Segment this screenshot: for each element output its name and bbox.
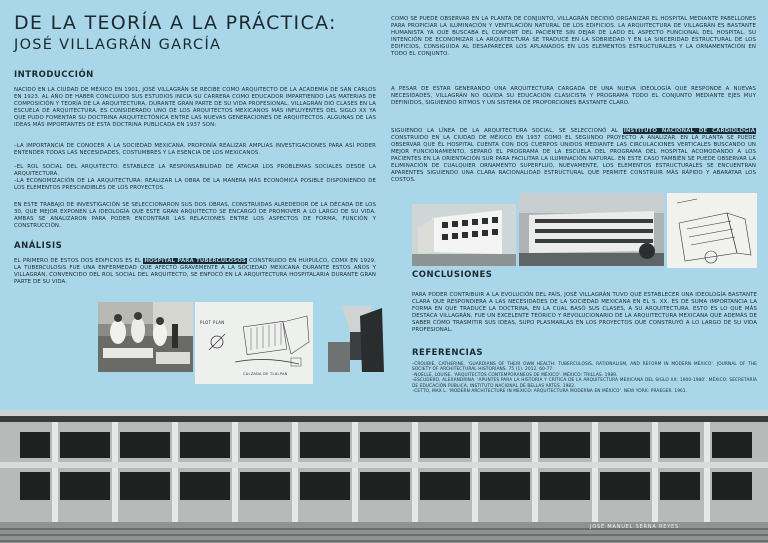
reference-item: –CETTO, MAX L. 'MODERN ARCHITECTURE IN MEXICO: ARQUITECTURA MODERNA EN MÉXICO'. NEW YORK: PRAEGER. 1961.	[412, 389, 688, 395]
analisis-paragraph	[14, 258, 376, 286]
analisis-heading: ANÁLISIS	[14, 241, 63, 251]
right-paragraph-2: A PESAR DE ESTAR GENERANDO UNA ARQUITECTURA CARGADA DE UNA NUEVA IDEOLOGÍA QUE RESPONDE A NUEVAS NECESIDADES, VILLAGRÁN NO OLVIDA SU EDUCACIÓN CLASICISTA Y PROGRAMA TODO EL CONJUNTO MEDIANTE EJES MUY DEFINIDOS, SIGUIENDO RITMOS Y UN SISTEMA DE PROPORCIONES BASTANTE CLARO.	[391, 86, 756, 106]
right-p3-post: CONSTRUIDO EN LA CIUDAD DE MÉXICO EN 1937 COMO EL SEGUNDO PROYECTO A ANALIZAR. EN LA PLANTA SE PUEDE OBSERVAR QUE ÉL HOSPITAL CUENTA CON DOS CUERPOS UNIDOS MEDIANTE LAS CIRCULACIONES VERTICALES BUSCANDO UN MEJOR FUNCIONAMIENTO, SEPARÓ EL PROGRAMA DE LA ESCUELA DEL PROGRAMA DEL HOSPITAL ACOMODANDO A LOS PACIENTES EN LA ORIENTACIÓN SUR PARA FACILITAR LA ILUMINACIÓN NATURAL. EN ESTE CASO TAMBIÉN SE PUEDE OBSERVAR LA ELIMINACIÓN DE CUALQUIER ORNAMENTO SUPERFLUO, NUEVAMENTE, LOS ELEMENTOS ESTRUCTURALES SE ENCUENTRAN APARENTES SIGUIENDO UNA CLARA RACIONALIDAD ESTRUCTURAL QUE PERMITE CONSTRUIR MÁS RÁPIDO Y ABARATAR LOS COSTOS.	[391, 135, 756, 183]
analisis-text-post: CONSTRUIDO EN HUIPULCO, CDMX EN 1929. LA TUBERCULOSIS FUE UNA ENFERMEDAD QUE AFECTÓ GRAVEMENTE A LA SOCIEDAD MEXICANA DURANTE ESTOS AÑOS Y VILLAGRÁN, CONVENCIDO DEL ROL SOCIAL DEL ARQUITECTO, SE ENFOCÓ EN LA ARQUITECTURA HOSPITALARIA DURANTE GRAN PARTE DE SU VIDA.	[14, 258, 376, 285]
reference-item: –ESCUDERO, ALEXANDRINA. 'APUNTES PARA LA HISTORIA Y CRÍTICA DE LA ARQUITECTURA MEXICANA DEL SIGLO XX: 1900-1980'. MÉXICO: SECRETARÍA DE EDUCACIÓN PÚBLICA, INSTITUTO NACIONAL DE BELLAS ARTES. 1982.	[412, 378, 757, 389]
cardiologia-photo-1	[412, 204, 516, 266]
hospital-facade-photo	[0, 410, 768, 543]
intro-heading: INTRODUCCIÓN	[14, 70, 94, 80]
cardiologia-sketch	[667, 193, 757, 268]
hospital-highlight: HOSPITAL PARA TUBERCULOSOS	[144, 258, 246, 264]
conclusiones-paragraph: PARA PODER CONTRIBUIR A LA EVOLUCIÓN DEL PAÍS, JOSÉ VILLAGRÁN TUVO QUE ESTABLECER UNA IDEOLOGÍA BASTANTE CLARA QUE RESPONDIERA A LAS NECESIDADES DE LA SOCIEDAD MEXICANA EN EL S. XX. ES DE SUMA IMPORTANCIA LA FORMA EN QUE TRADUCE LA DOCTRINA, EN LA CUAL BASÓ SUS CLASES, A SU ARQUITECTURA. ESTO ES LO QUE MÁS DESTACA VILLAGRÁN, FUE UN EXCELENTE TEÓRICO Y REVOLUCIONARIO DE LA ARQUITECTURA MEXICANA QUE ADEMÁS DE SABER CÓMO TRASMITIR SUS IDEAS, SUPO PLASMARLAS EN LOS PROYECTOS QUE CONSTRUYÓ A LO LARGO DE SU VIDA PROFESIONAL.	[412, 292, 757, 333]
pavilion-photo	[322, 302, 384, 372]
conclusiones-heading: CONCLUSIONES	[412, 270, 493, 280]
intro-paragraph-2: –LA IMPORTANCIA DE CONOCER A LA SOCIEDAD MEXICANA. PROPONÍA REALIZAR AMPLIAS INVESTIGACIONES PARA ASÍ PODER ENTENDER TODAS LAS NECESIDADES, COSTUMBRES Y LA ESENCIA DE LOS MEXICANOS.	[14, 143, 376, 156]
cardiologia-photo-2	[519, 193, 664, 266]
cardiologia-highlight: INSTITUTO NACIONAL DE CARDIOLOGÍA	[623, 128, 755, 134]
intro-paragraph-1: NACIDO EN LA CIUDAD DE MÉXICO EN 1901, JOSÉ VILLAGRÁN SE RECIBE COMO ARQUITECTO DE LA ACADEMIA DE SAN CARLOS EN 1923. AL AÑO DE HABER CONCLUIDO SUS ESTUDIOS INICIA SU CARRERA COMO EDUCADOR IMPARTIENDO LAS MATERIAS DE COMPOSICIÓN Y TEORÍA DE LA ARQUITECTURA, DURANTE GRAN PARTE DE SU VIDA PROFESIONAL. VILLAGRÁN DIÓ CLASES EN LA ESCUELA DE ARQUITECTURA. ES CONSIDERADO UNO DE LOS ARQUITECTOS MEXICANOS MÁS INFLUYENTES DEL SIGLO XX YA QUE PUDO FOMENTAR SU DOCTRINA ARQUITECTÓNICA ENTRE LAS NUEVAS GENERACIONES DE ARQUITECTOS. ALGUNAS DE LAS IDEAS MÁS IMPORTANTES DE ESTA DOCTRINA PUBLICADA EN 1937 SON:	[14, 87, 376, 128]
intro-paragraph-4: –LA ECONOMIZACIÓN DE LA ARQUITECTURA: REALIZAR LA OBRA DE LA MANERA MÁS ECONÓMICA POSIBLE DISPONIENDO DE LOS ELEMENTOS PRESCINDIBLES DE LOS PROYECTOS.	[14, 178, 376, 191]
referencias-heading: REFERENCIAS	[412, 348, 484, 358]
analisis-text-pre: EL PRIMERO DE ESTOS DOS EDIFICIOS ES EL	[14, 258, 142, 264]
intro-paragraph-5: EN ESTE TRABAJO DE INVESTIGACIÓN SE SELECCIONARON SUS DOS OBRAS, CONSTRUIDAS ALREDEDOR DE LA DÉCADA DE LOS 30, QUE MEJOR EXPONEN LA IDEOLOGÍA QUE ESTE GRAN ARQUITECTO SE ENCARGÓ DE PROMOVER A LO LARGO DE SU VIDA. AMBAS SE ANALIZARON PARA PODER ENCONTRAR LAS RELACIONES ENTRE LOS ASPECTOS DE FORMA, FUNCIÓN Y CONSTRUCCIÓN.	[14, 202, 376, 229]
plot-plan-label: PLOT PLAN	[200, 320, 225, 325]
poster-subtitle: JOSÉ VILLAGRÁN GARCÍA	[14, 37, 222, 53]
patients-photo	[98, 302, 193, 372]
road-label: CALZADA DE TLALPAN	[243, 372, 288, 376]
reference-item: –CROUBIE, CATHERINE. 'GUARDIANS OF THEIR OWN HEALTH: TUBERCULOSIS, RATIONALISM, AND REFORM IN MODERN MÉXICO'. JOURNAL OF THE SOCIETY OF ARCHITECTURAL HISTORIANS. 75 (1). 2012. 60-77.	[412, 362, 757, 373]
intro-paragraph-3: –EL ROL SOCIAL DEL ARQUITECTO: ESTABLECE LA RESPONSABILIDAD DE ATACAR LOS PROBLEMAS SOCIALES DESDE LA ARQUITECTURA.	[14, 164, 376, 177]
right-paragraph-3	[391, 128, 756, 184]
author-credit: JOSÉ MANUEL SERNA REYES	[590, 524, 679, 530]
poster-title: DE LA TEORÍA A LA PRÁCTICA:	[14, 12, 337, 34]
reference-item: –NOELLE, LOUISE. 'ARQUITECTOS CONTEMPORÁNEOS DE MÉXICO'. MÉXICO: TRILLAS. 1989.	[412, 372, 618, 378]
right-paragraph-1: COMO SE PUEDE OBSERVAR EN LA PLANTA DE CONJUNTO, VILLAGRÁN DECIDIÓ ORGANIZAR EL HOSPITAL MEDIANTE PABELLONES PARA PROPICIAR LA ILUMINACIÓN Y VENTILACIÓN NATURAL DE LOS EDIFICIOS. LA ARQUITECTURA DE VILLAGRÁN ES BASTANTE HUMANISTA YA QUE BUSCABA EL CONFORT DEL PACIENTE SIN DEJAR DE LADO EL ASPECTO FUNCIONAL DEL HOSPITAL. SU INTENCIÓN DE ECONOMIZAR LA ARQUITECTURA SE TRADUCE EN LA SOBRIEDAD Y EN LA SINCERIDAD ESTRUCTURAL DE LOS EDIFICIOS, CONSIGUIDA AL DESAPARECER LOS APLANADOS EN LOS ELEMENTOS ESTRUCTURALES Y LA ORNAMENTACIÓN EN TODO EL CONJUNTO.	[391, 16, 756, 57]
right-p3-pre: SIGUIENDO LA LÍNEA DE LA ARQUITECTURA SOCIAL, SE SELECCIONÓ AL	[391, 128, 619, 134]
referencias-list	[412, 362, 757, 394]
plot-plan-drawing	[195, 302, 313, 384]
